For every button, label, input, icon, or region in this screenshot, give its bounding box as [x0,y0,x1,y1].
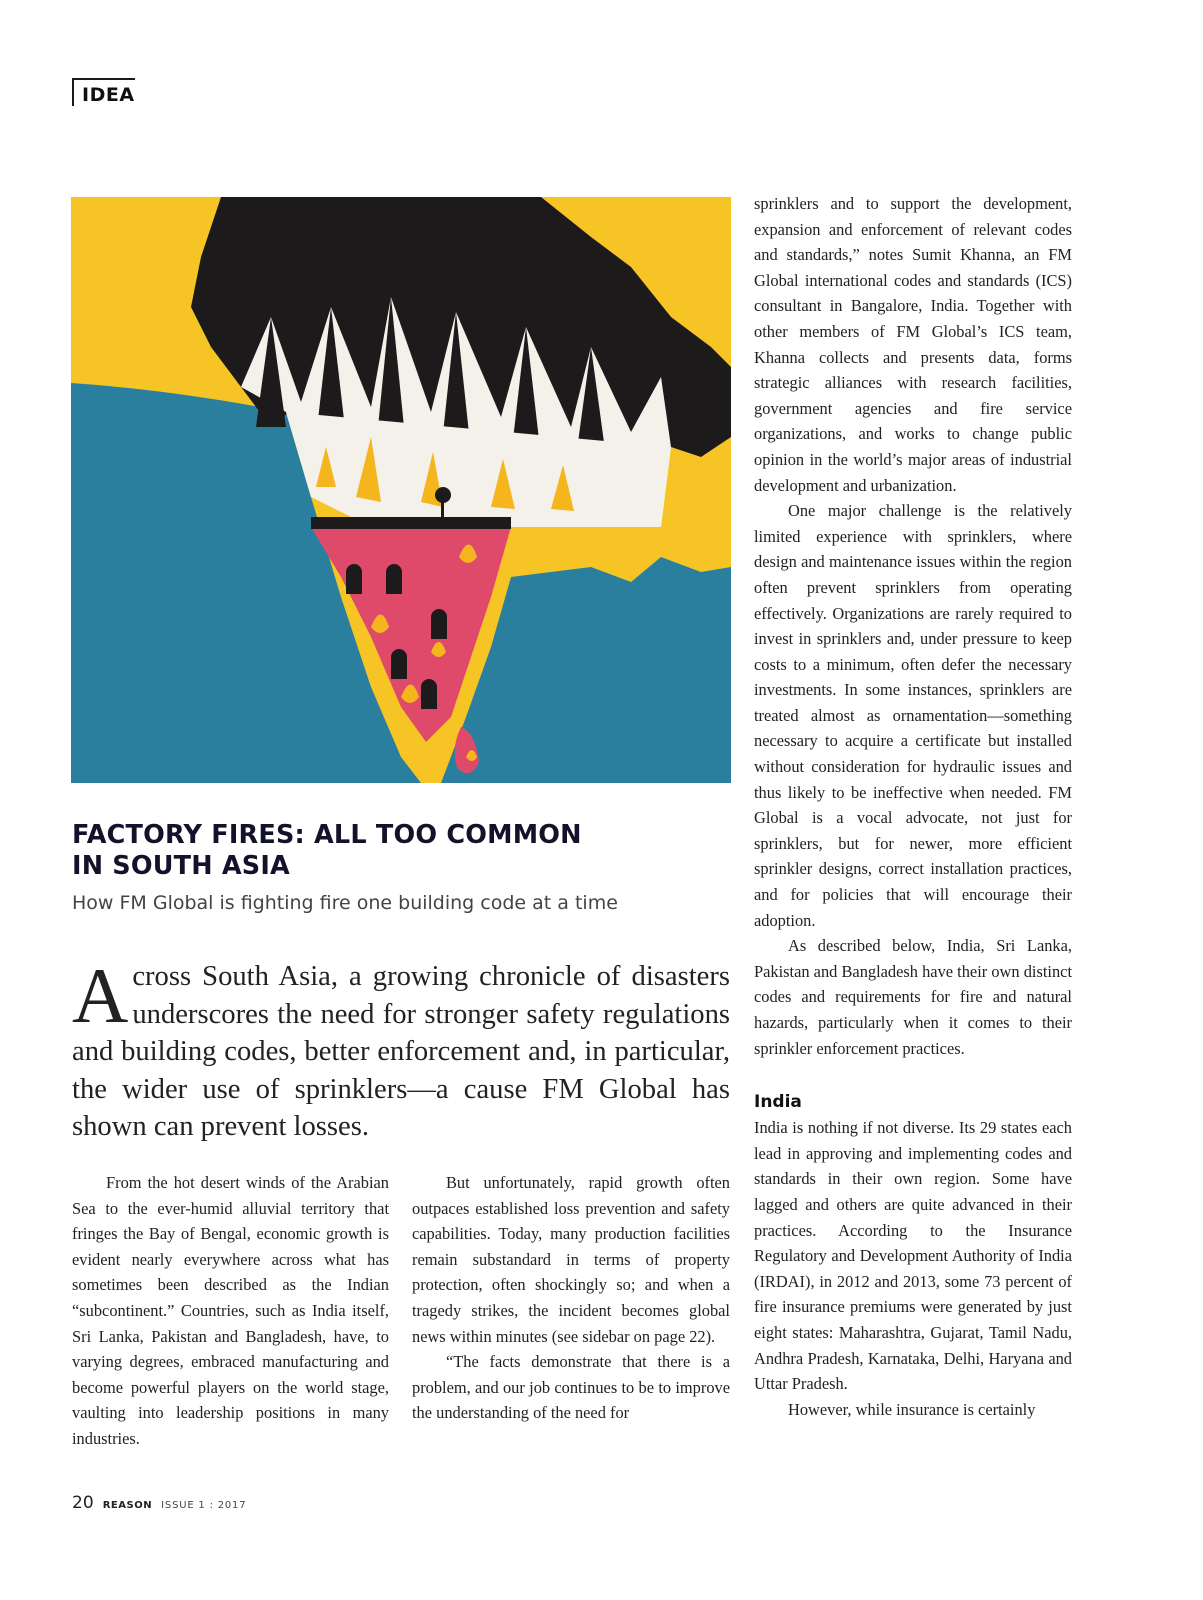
page-number: 20 [72,1493,94,1513]
issue-label: ISSUE 1 : 2017 [161,1500,247,1511]
page-footer [72,1493,246,1513]
body-paragraph: From the hot desert winds of the Arabian Sea to the ever-humid alluvial territory that fringes the Bay of Bengal, economic growth is evident nearly everywhere across what has sometimes been described as the Indian “subcontinent.” Countries, such as India itself, Sri Lanka, Pakistan and Bangladesh, have, to varying degrees, embraced manufacturing and become powerful players on the world stage, vaulting into leadership positions in many industries. [72,1173,389,1448]
headline-line-2: IN SOUTH ASIA [72,851,290,881]
body-paragraph: But unfortunately, rapid growth often outpaces established loss prevention and safety capabilities. Today, many production facilities remain substandard in terms of property protection, often shockingly so; and when a tragedy strikes, the incident becomes global news within minutes (see sidebar on page 22). [412,1173,730,1346]
body-paragraph: India is nothing if not diverse. Its 29 states each lead in approving and implementing codes and standards in their own region. Some have lagged and others are quite advanced in their practices. According to the Insurance Regulatory and Development Authority of India (IRDAI), in 2012 and 2013, some 73 percent of fire insurance premiums were generated by just eight states: Maharashtra, Gujarat, Tamil Nadu, Andhra Pradesh, Karnataka, Delhi, Haryana and Uttar Pradesh. [754,1118,1072,1394]
body-paragraph: As described below, India, Sri Lanka, Pakistan and Bangladesh have their own distinct codes and requirements for fire and natural hazards, particularly when it comes to their sprinkler enforcement practices. [754,936,1072,1058]
article-lede [72,952,730,1146]
body-column-3 [754,191,1072,1422]
lede-text: cross South Asia, a growing chronicle of disasters underscores the need for stronger safety regulations and building codes, better enforcement and, in particular, the wider use of sprinklers—a cause FM Global has shown can prevent losses. [72,961,730,1142]
drop-cap: A [72,952,129,1039]
magazine-name: REASON [102,1500,153,1511]
body-column-2 [412,1170,730,1426]
article-headline [72,820,692,882]
article-subhead: How FM Global is fighting fire one building code at a time [72,892,618,914]
headline-line-1: FACTORY FIRES: ALL TOO COMMON [72,820,582,850]
body-column-1 [72,1170,389,1452]
body-paragraph: sprinklers and to support the development, expansion and enforcement of relevant codes and standards,” notes Sumit Khanna, an FM Global international codes and standards (ICS) consultant in Bangalore, India. Together with other members of FM Global’s ICS team, Khanna collects and presents data, forms strategic alliances with research facilities, government agencies and fire service organizations, and works to change public opinion in the world’s major areas of industrial development and urbanization. [754,194,1072,495]
body-paragraph: One major challenge is the relatively limited experience with sprinklers, where design and maintenance issues within the region often prevent sprinklers from operating effectively. Organizations are rarely required to invest in sprinklers and, under pressure to keep costs to a minimum, often defer the necessary investments. In some instances, sprinklers are treated almost as ornamentation—something necessary to acquire a certificate but installed without consideration for hydraulic issues and thus likely to be ineffective when needed. FM Global is a vocal advocate, not just for sprinklers, but for newer, more efficient sprinkler designs, correct installation practices, and for policies that will encourage their adoption. [754,501,1072,930]
india-fire-illustration [71,197,731,783]
body-paragraph: “The facts demonstrate that there is a problem, and our job continues to be to improve the understanding of the need for [412,1352,730,1423]
body-paragraph: However, while insurance is certainly [788,1399,1036,1419]
section-tag [72,78,135,106]
section-label: IDEA [82,84,135,106]
section-heading-india: India [754,1092,802,1113]
